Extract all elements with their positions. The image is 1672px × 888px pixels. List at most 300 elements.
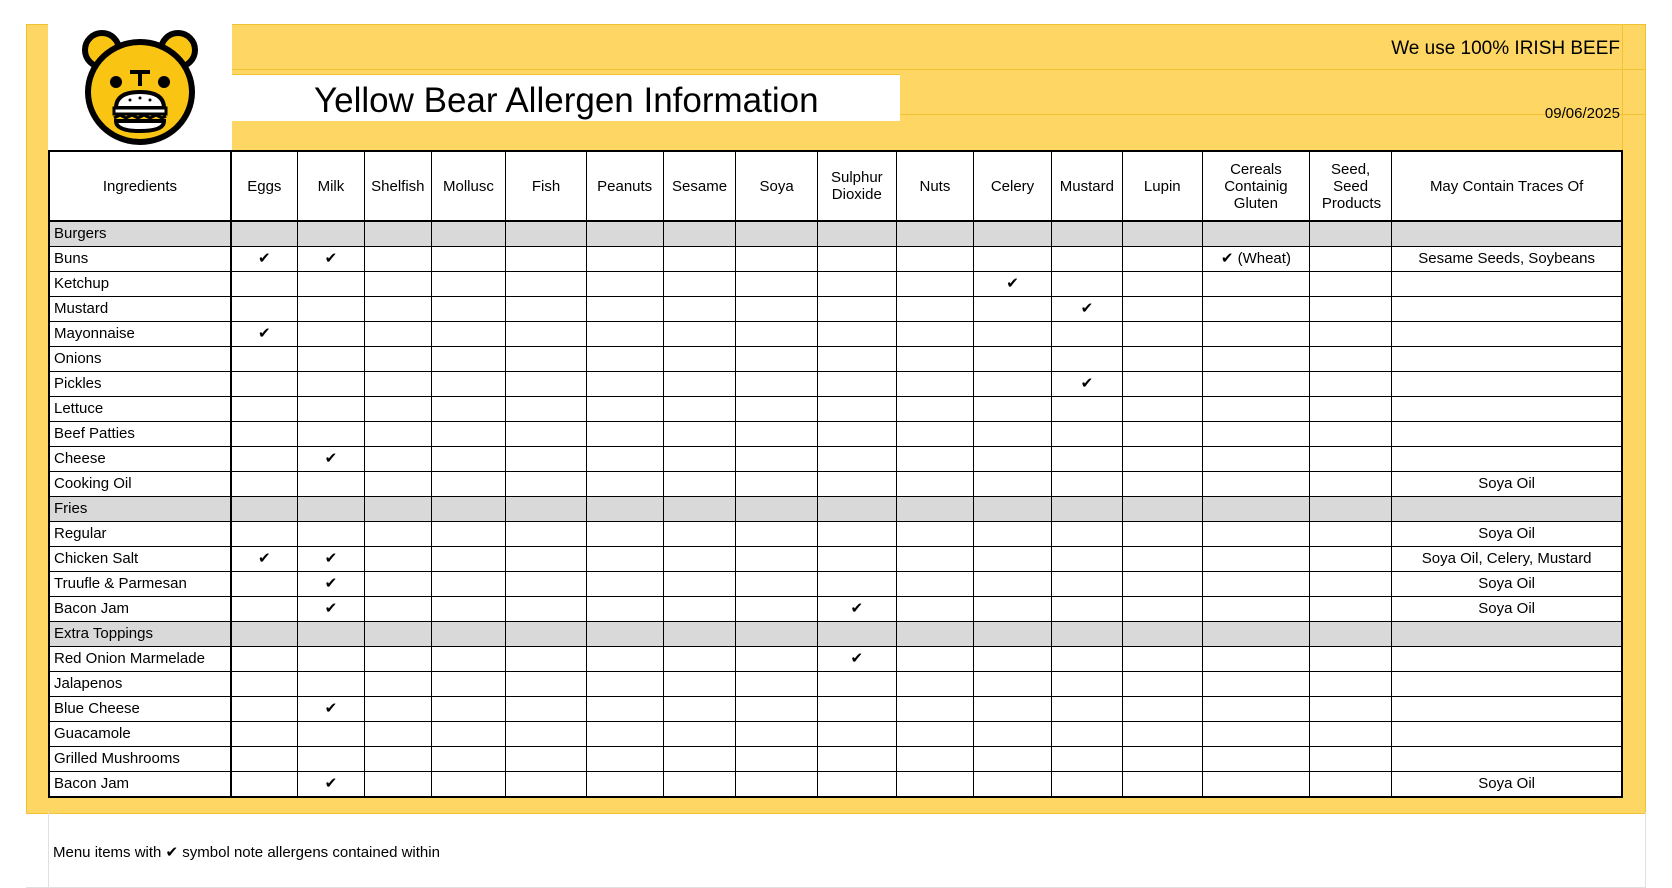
empty-cell [586, 672, 663, 697]
empty-cell [1122, 597, 1202, 622]
empty-cell [586, 347, 663, 372]
empty-cell [1202, 297, 1309, 322]
empty-cell [1202, 422, 1309, 447]
ingredient-name: Bacon Jam [49, 772, 231, 798]
empty-cell [586, 247, 663, 272]
empty-cell [896, 447, 973, 472]
section-cell [896, 622, 973, 647]
section-cell [365, 497, 431, 522]
ingredient-name: Guacamole [49, 722, 231, 747]
header-row [49, 151, 1622, 221]
section-cell [663, 497, 736, 522]
empty-cell [1202, 272, 1309, 297]
empty-cell [896, 697, 973, 722]
empty-cell [1122, 472, 1202, 497]
table-row [49, 422, 1622, 447]
section-cell [586, 497, 663, 522]
empty-cell [431, 672, 506, 697]
empty-cell [817, 772, 896, 798]
section-cell [736, 497, 817, 522]
section-cell [817, 221, 896, 247]
empty-cell [365, 372, 431, 397]
empty-cell [1392, 397, 1622, 422]
empty-cell [817, 322, 896, 347]
col-header-eggs: Eggs [231, 151, 297, 221]
allergen-cell-milk: ✔ [297, 447, 364, 472]
table-row [49, 247, 1622, 272]
section-cell [297, 622, 364, 647]
empty-cell [663, 672, 736, 697]
traces-cell: Sesame Seeds, Soybeans [1392, 247, 1622, 272]
empty-cell [1122, 672, 1202, 697]
table-row [49, 372, 1622, 397]
empty-cell [663, 422, 736, 447]
col-header-mustard: Mustard [1052, 151, 1123, 221]
empty-cell [431, 772, 506, 798]
section-cell [896, 497, 973, 522]
empty-cell [365, 572, 431, 597]
empty-cell [736, 322, 817, 347]
empty-cell [1309, 422, 1391, 447]
empty-cell [297, 322, 364, 347]
section-label: Fries [49, 497, 231, 522]
ingredient-name: Truufle & Parmesan [49, 572, 231, 597]
empty-cell [973, 597, 1051, 622]
empty-cell [1309, 322, 1391, 347]
empty-cell [1052, 422, 1123, 447]
empty-cell [586, 447, 663, 472]
empty-cell [431, 747, 506, 772]
traces-cell: Soya Oil [1392, 572, 1622, 597]
empty-cell [973, 447, 1051, 472]
empty-cell [431, 597, 506, 622]
empty-cell [365, 472, 431, 497]
section-cell [506, 497, 586, 522]
empty-cell [973, 422, 1051, 447]
empty-cell [231, 397, 297, 422]
empty-cell [431, 647, 506, 672]
empty-cell [1122, 322, 1202, 347]
empty-cell [506, 747, 586, 772]
section-cell [736, 622, 817, 647]
section-cell [1309, 497, 1391, 522]
ingredient-name: Cheese [49, 447, 231, 472]
empty-cell [1309, 522, 1391, 547]
col-header-cereals-gluten: Cereals Containig Gluten [1202, 151, 1309, 221]
section-cell [431, 221, 506, 247]
empty-cell [1202, 372, 1309, 397]
section-cell [1052, 221, 1123, 247]
empty-cell [896, 422, 973, 447]
empty-cell [896, 397, 973, 422]
empty-cell [297, 522, 364, 547]
empty-cell [663, 697, 736, 722]
empty-cell [1202, 397, 1309, 422]
section-cell [365, 221, 431, 247]
empty-cell [586, 722, 663, 747]
table-row [49, 347, 1622, 372]
empty-cell [817, 572, 896, 597]
col-header-soya: Soya [736, 151, 817, 221]
empty-cell [231, 522, 297, 547]
empty-cell [973, 522, 1051, 547]
empty-cell [663, 647, 736, 672]
empty-cell [817, 747, 896, 772]
empty-cell [973, 722, 1051, 747]
empty-cell [1052, 322, 1123, 347]
empty-cell [1052, 472, 1123, 497]
empty-cell [736, 547, 817, 572]
empty-cell [297, 422, 364, 447]
empty-cell [365, 397, 431, 422]
table-row [49, 747, 1622, 772]
empty-cell [1052, 547, 1123, 572]
empty-cell [973, 297, 1051, 322]
empty-cell [1392, 747, 1622, 772]
empty-cell [506, 722, 586, 747]
empty-cell [736, 522, 817, 547]
section-cell [736, 221, 817, 247]
empty-cell [663, 322, 736, 347]
empty-cell [586, 522, 663, 547]
empty-cell [231, 697, 297, 722]
empty-cell [431, 422, 506, 447]
empty-cell [1392, 647, 1622, 672]
allergen-cell-eggs: ✔ [231, 322, 297, 347]
empty-cell [736, 647, 817, 672]
empty-cell [506, 672, 586, 697]
empty-cell [431, 272, 506, 297]
col-header-lupin: Lupin [1122, 151, 1202, 221]
empty-cell [365, 247, 431, 272]
empty-cell [365, 347, 431, 372]
traces-cell: Soya Oil [1392, 472, 1622, 497]
empty-cell [1052, 272, 1123, 297]
section-cell [663, 221, 736, 247]
empty-cell [365, 447, 431, 472]
section-cell [231, 497, 297, 522]
allergen-table-body [49, 221, 1622, 797]
empty-cell [1202, 672, 1309, 697]
empty-cell [663, 547, 736, 572]
ingredient-name: Mayonnaise [49, 322, 231, 347]
empty-cell [506, 347, 586, 372]
empty-cell [1202, 747, 1309, 772]
empty-cell [1392, 347, 1622, 372]
empty-cell [297, 747, 364, 772]
empty-cell [663, 447, 736, 472]
empty-cell [365, 722, 431, 747]
empty-cell [1392, 722, 1622, 747]
empty-cell [1202, 522, 1309, 547]
empty-cell [1392, 297, 1622, 322]
empty-cell [431, 572, 506, 597]
section-cell [817, 622, 896, 647]
empty-cell [1052, 447, 1123, 472]
section-cell [1202, 622, 1309, 647]
empty-cell [817, 472, 896, 497]
empty-cell [736, 272, 817, 297]
empty-cell [736, 297, 817, 322]
empty-cell [736, 422, 817, 447]
empty-cell [297, 472, 364, 497]
empty-cell [1052, 397, 1123, 422]
allergen-cell-milk: ✔ [297, 597, 364, 622]
empty-cell [506, 372, 586, 397]
empty-cell [663, 747, 736, 772]
empty-cell [736, 247, 817, 272]
section-row [49, 622, 1622, 647]
empty-cell [586, 597, 663, 622]
section-cell [973, 622, 1051, 647]
empty-cell [1392, 447, 1622, 472]
empty-cell [896, 297, 973, 322]
traces-cell: Soya Oil, Celery, Mustard [1392, 547, 1622, 572]
date-label: 09/06/2025 [1544, 105, 1620, 122]
allergen-cell-sulphur: ✔ [817, 597, 896, 622]
empty-cell [231, 722, 297, 747]
empty-cell [506, 572, 586, 597]
section-cell [973, 497, 1051, 522]
col-header-may-contain: May Contain Traces Of [1392, 151, 1622, 221]
empty-cell [297, 347, 364, 372]
empty-cell [663, 722, 736, 747]
allergen-cell-celery: ✔ [973, 272, 1051, 297]
empty-cell [506, 697, 586, 722]
empty-cell [586, 272, 663, 297]
empty-cell [1052, 597, 1123, 622]
empty-cell [736, 672, 817, 697]
empty-cell [1052, 747, 1123, 772]
empty-cell [231, 297, 297, 322]
empty-cell [506, 272, 586, 297]
empty-cell [506, 247, 586, 272]
empty-cell [297, 297, 364, 322]
allergen-cell-eggs: ✔ [231, 247, 297, 272]
band-gridline [900, 114, 1646, 115]
empty-cell [231, 647, 297, 672]
ingredient-name: Lettuce [49, 397, 231, 422]
empty-cell [365, 697, 431, 722]
empty-cell [973, 747, 1051, 772]
empty-cell [736, 397, 817, 422]
section-cell [1122, 221, 1202, 247]
empty-cell [663, 397, 736, 422]
empty-cell [896, 472, 973, 497]
empty-cell [297, 672, 364, 697]
allergen-cell-milk: ✔ [297, 697, 364, 722]
empty-cell [663, 472, 736, 497]
empty-cell [1122, 547, 1202, 572]
empty-cell [1202, 772, 1309, 798]
empty-cell [365, 647, 431, 672]
empty-cell [506, 447, 586, 472]
empty-cell [973, 672, 1051, 697]
empty-cell [431, 547, 506, 572]
table-row [49, 597, 1622, 622]
band-gridline [232, 69, 1646, 70]
empty-cell [365, 322, 431, 347]
allergen-cell-gluten: ✔ (Wheat) [1202, 247, 1309, 272]
empty-cell [1202, 322, 1309, 347]
empty-cell [231, 422, 297, 447]
empty-cell [817, 372, 896, 397]
section-cell [1392, 221, 1622, 247]
empty-cell [1202, 347, 1309, 372]
empty-cell [365, 272, 431, 297]
ingredient-name: Buns [49, 247, 231, 272]
empty-cell [1309, 672, 1391, 697]
empty-cell [1122, 272, 1202, 297]
empty-cell [817, 347, 896, 372]
empty-cell [736, 697, 817, 722]
title-box [232, 74, 900, 121]
empty-cell [231, 372, 297, 397]
empty-cell [663, 347, 736, 372]
empty-cell [231, 772, 297, 798]
section-cell [1122, 622, 1202, 647]
empty-cell [973, 647, 1051, 672]
empty-cell [1392, 322, 1622, 347]
empty-cell [817, 397, 896, 422]
allergen-table [48, 150, 1623, 798]
empty-cell [1392, 672, 1622, 697]
empty-cell [1309, 347, 1391, 372]
empty-cell [365, 297, 431, 322]
empty-cell [1309, 547, 1391, 572]
empty-cell [431, 297, 506, 322]
empty-cell [1122, 447, 1202, 472]
empty-cell [1052, 772, 1123, 798]
ingredient-name: Mustard [49, 297, 231, 322]
empty-cell [431, 472, 506, 497]
empty-cell [973, 347, 1051, 372]
logo-cell [48, 24, 232, 150]
empty-cell [431, 722, 506, 747]
empty-cell [1392, 272, 1622, 297]
empty-cell [663, 272, 736, 297]
empty-cell [1392, 697, 1622, 722]
table-row [49, 397, 1622, 422]
ingredient-name: Red Onion Marmelade [49, 647, 231, 672]
table-row [49, 272, 1622, 297]
empty-cell [1309, 647, 1391, 672]
empty-cell [506, 322, 586, 347]
irish-beef-note: We use 100% IRISH BEEF [1391, 38, 1620, 59]
empty-cell [365, 522, 431, 547]
empty-cell [817, 247, 896, 272]
section-cell [1202, 497, 1309, 522]
table-row [49, 772, 1622, 798]
section-cell [365, 622, 431, 647]
empty-cell [973, 572, 1051, 597]
table-row [49, 447, 1622, 472]
allergen-cell-sulphur: ✔ [817, 647, 896, 672]
empty-cell [1309, 772, 1391, 798]
empty-cell [1122, 572, 1202, 597]
empty-cell [663, 522, 736, 547]
empty-cell [586, 572, 663, 597]
empty-cell [817, 422, 896, 447]
empty-cell [896, 672, 973, 697]
empty-cell [1309, 247, 1391, 272]
empty-cell [586, 397, 663, 422]
section-cell [1309, 221, 1391, 247]
empty-cell [231, 447, 297, 472]
empty-cell [431, 697, 506, 722]
empty-cell [973, 397, 1051, 422]
empty-cell [1122, 722, 1202, 747]
empty-cell [1052, 522, 1123, 547]
section-cell [586, 221, 663, 247]
col-header-ingredients: Ingredients [49, 151, 231, 221]
ingredient-name: Grilled Mushrooms [49, 747, 231, 772]
empty-cell [736, 347, 817, 372]
ingredient-name: Jalapenos [49, 672, 231, 697]
empty-cell [896, 522, 973, 547]
empty-cell [506, 422, 586, 447]
empty-cell [431, 347, 506, 372]
ingredient-name: Cooking Oil [49, 472, 231, 497]
empty-cell [1309, 372, 1391, 397]
empty-cell [1122, 522, 1202, 547]
section-cell [973, 221, 1051, 247]
empty-cell [231, 597, 297, 622]
empty-cell [896, 772, 973, 798]
empty-cell [736, 772, 817, 798]
ingredient-name: Bacon Jam [49, 597, 231, 622]
section-cell [1202, 221, 1309, 247]
ingredient-name: Ketchup [49, 272, 231, 297]
section-cell [817, 497, 896, 522]
empty-cell [736, 747, 817, 772]
table-row [49, 572, 1622, 597]
empty-cell [586, 747, 663, 772]
empty-cell [365, 772, 431, 798]
ingredient-name: Regular [49, 522, 231, 547]
empty-cell [896, 547, 973, 572]
empty-cell [231, 347, 297, 372]
table-row [49, 672, 1622, 697]
allergen-cell-milk: ✔ [297, 247, 364, 272]
empty-cell [297, 397, 364, 422]
section-label: Extra Toppings [49, 622, 231, 647]
empty-cell [365, 747, 431, 772]
footer-gridline [48, 812, 49, 887]
ingredient-name: Beef Patties [49, 422, 231, 447]
empty-cell [1122, 772, 1202, 798]
empty-cell [817, 272, 896, 297]
section-cell [1309, 622, 1391, 647]
empty-cell [1202, 597, 1309, 622]
empty-cell [817, 722, 896, 747]
col-header-mollusc: Mollusc [431, 151, 506, 221]
section-cell [506, 622, 586, 647]
empty-cell [817, 447, 896, 472]
table-row [49, 522, 1622, 547]
section-cell [1052, 622, 1123, 647]
col-header-sesame: Sesame [663, 151, 736, 221]
empty-cell [1052, 722, 1123, 747]
empty-cell [586, 472, 663, 497]
empty-cell [1309, 397, 1391, 422]
empty-cell [973, 547, 1051, 572]
col-header-fish: Fish [506, 151, 586, 221]
empty-cell [431, 447, 506, 472]
empty-cell [1309, 697, 1391, 722]
empty-cell [1202, 447, 1309, 472]
section-cell [297, 497, 364, 522]
